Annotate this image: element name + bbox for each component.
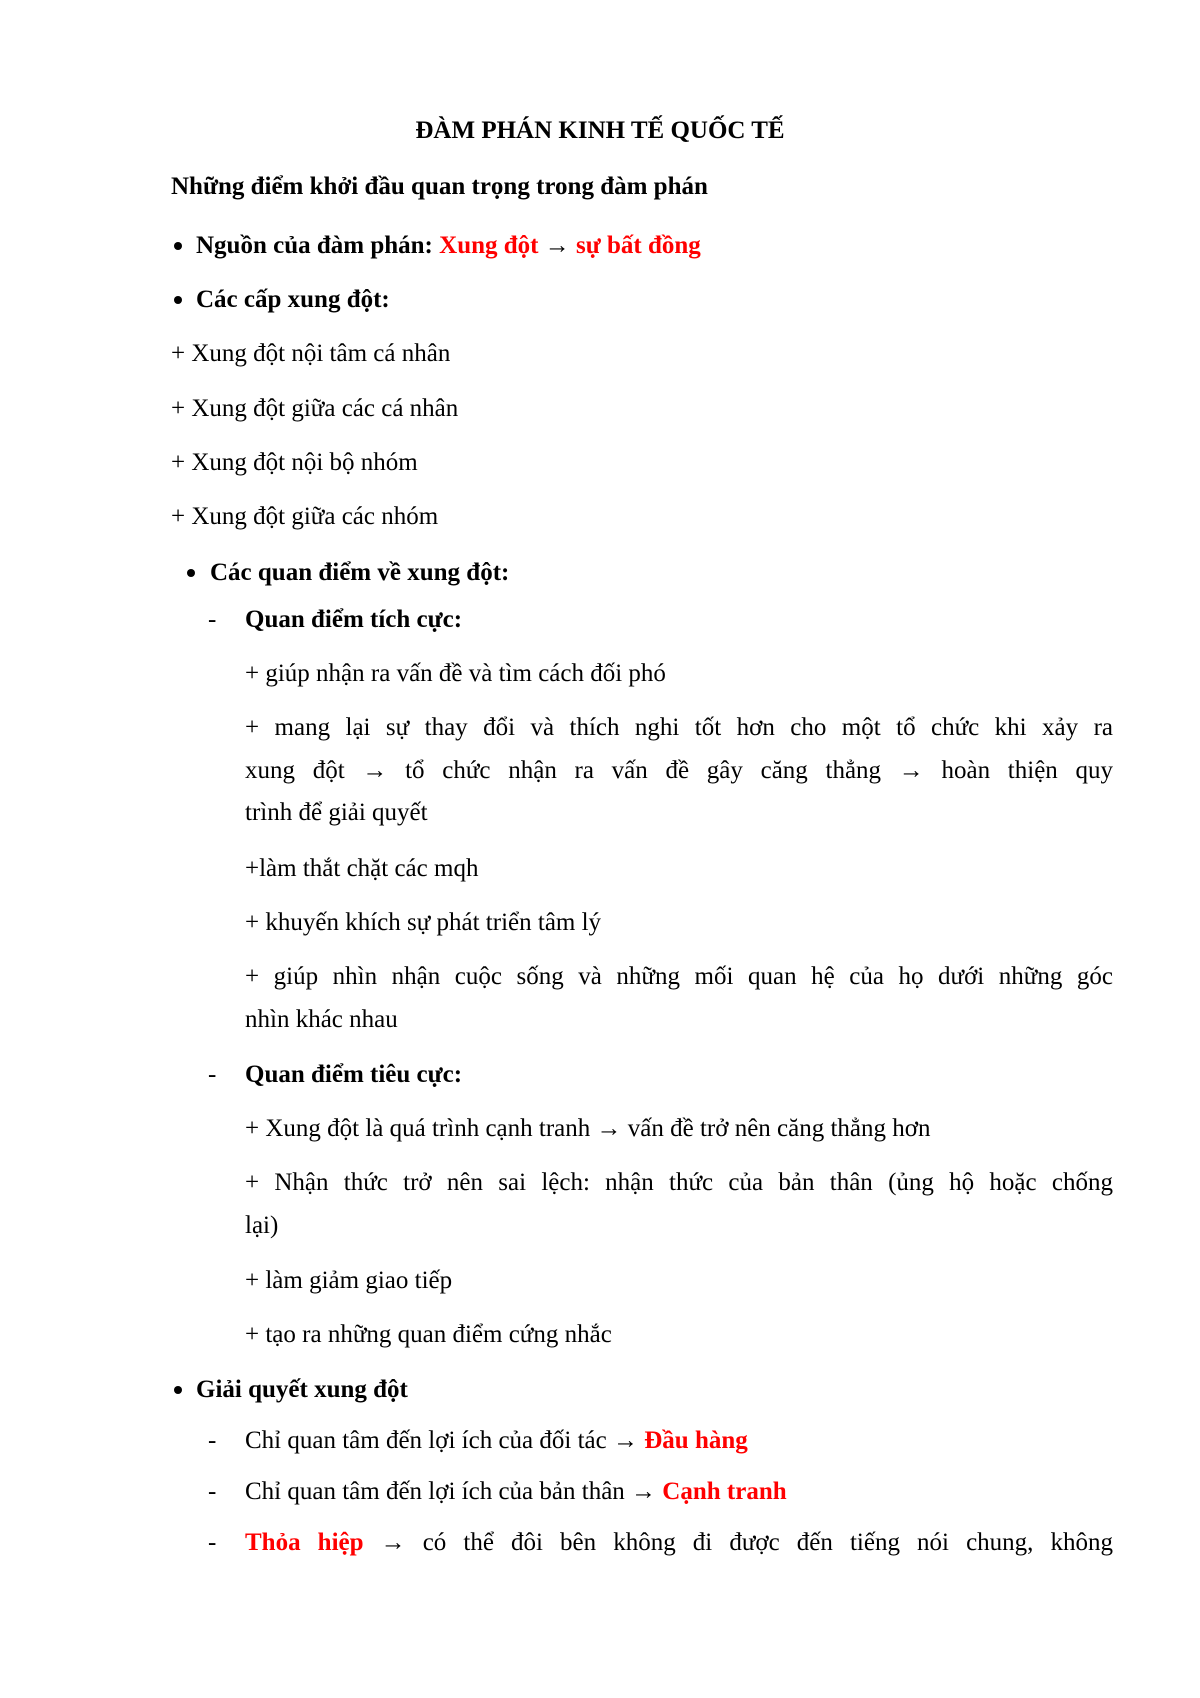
text-span: vấn đề trở nên căng thẳng hơn: [627, 1115, 931, 1142]
dash-marker: -: [208, 1478, 217, 1505]
arrow-icon: →: [544, 232, 570, 259]
positive-point: +làm thắt chặt các mqh: [245, 855, 479, 882]
resolve-item: [245, 1428, 748, 1453]
resolve-item: [245, 1530, 1113, 1555]
positive-point: + giúp nhìn nhận cuộc sống và những mối quan hệ của họ dưới những góc: [245, 963, 1113, 990]
text-span: có thể đôi bên không đi được đến tiếng nói chung, không: [422, 1529, 1114, 1556]
document-title: ĐÀM PHÁN KINH TẾ QUỐC TẾ: [415, 117, 785, 144]
arrow-icon: →: [362, 757, 388, 784]
positive-point-continued: nhìn khác nhau: [245, 1006, 398, 1033]
section-subtitle: Những điểm khởi đầu quan trọng trong đàm phán: [171, 173, 708, 200]
arrow-icon: →: [898, 757, 924, 784]
arrow-icon: →: [612, 1427, 638, 1454]
positive-point: + giúp nhận ra vấn đề và tìm cách đối phó: [245, 660, 666, 687]
bullet-icon: [174, 1386, 182, 1394]
levels-item: + Xung đột giữa các nhóm: [171, 503, 439, 530]
positive-view-label: Quan điểm tích cực:: [245, 606, 463, 633]
resolve-item: [245, 1479, 787, 1504]
bullet-icon: [174, 296, 182, 304]
source-red-conflict: Xung đột: [439, 232, 539, 259]
negative-point: + Nhận thức trở nên sai lệch: nhận thức của bản thân (ủng hộ hoặc chống: [245, 1169, 1113, 1196]
text-span: tổ chức nhận ra vấn đề gây căng thẳng: [405, 757, 882, 784]
levels-item: + Xung đột nội tâm cá nhân: [171, 340, 451, 367]
text-span: + Xung đột là quá trình cạnh tranh: [245, 1115, 591, 1142]
bullet-icon: [187, 569, 195, 577]
text-span: Chỉ quan tâm đến lợi ích của bản thân: [245, 1478, 625, 1505]
negative-view-label: Quan điểm tiêu cực:: [245, 1061, 463, 1088]
views-heading: Các quan điểm về xung đột:: [210, 559, 510, 586]
resolve-red-term: Thỏa hiệp: [245, 1529, 364, 1556]
dash-marker: -: [208, 1061, 217, 1088]
arrow-icon: →: [631, 1478, 657, 1505]
resolve-red-term: Cạnh tranh: [662, 1478, 787, 1505]
dash-marker: -: [208, 606, 217, 633]
source-red-disagreement: sự bất đồng: [575, 232, 701, 259]
negative-point: [245, 1116, 931, 1141]
positive-point-continued: [245, 758, 1113, 783]
resolve-heading: Giải quyết xung đột: [196, 1376, 408, 1403]
positive-point: + mang lại sự thay đổi và thích nghi tốt hơn cho một tổ chức khi xảy ra: [245, 714, 1113, 741]
positive-point-continued: trình để giải quyết: [245, 799, 428, 826]
arrow-icon: →: [596, 1115, 622, 1142]
dash-marker: -: [208, 1529, 217, 1556]
text-span: hoàn thiện quy: [941, 757, 1114, 784]
bullet-icon: [174, 242, 182, 250]
text-span: xung đột: [245, 757, 345, 784]
levels-heading: Các cấp xung đột:: [196, 286, 390, 313]
positive-point: + khuyến khích sự phát triển tâm lý: [245, 909, 602, 936]
negative-point: + làm giảm giao tiếp: [245, 1267, 453, 1294]
source-label: Nguồn của đàm phán:: [196, 232, 433, 259]
arrow-icon: →: [380, 1529, 406, 1556]
levels-item: + Xung đột giữa các cá nhân: [171, 395, 459, 422]
negative-point-continued: lại): [245, 1212, 279, 1239]
negative-point: + tạo ra những quan điểm cứng nhắc: [245, 1321, 612, 1348]
dash-marker: -: [208, 1427, 217, 1454]
levels-item: + Xung đột nội bộ nhóm: [171, 449, 418, 476]
source-line: [196, 233, 701, 258]
resolve-red-term: Đầu hàng: [644, 1427, 748, 1454]
text-span: Chỉ quan tâm đến lợi ích của đối tác: [245, 1427, 607, 1454]
